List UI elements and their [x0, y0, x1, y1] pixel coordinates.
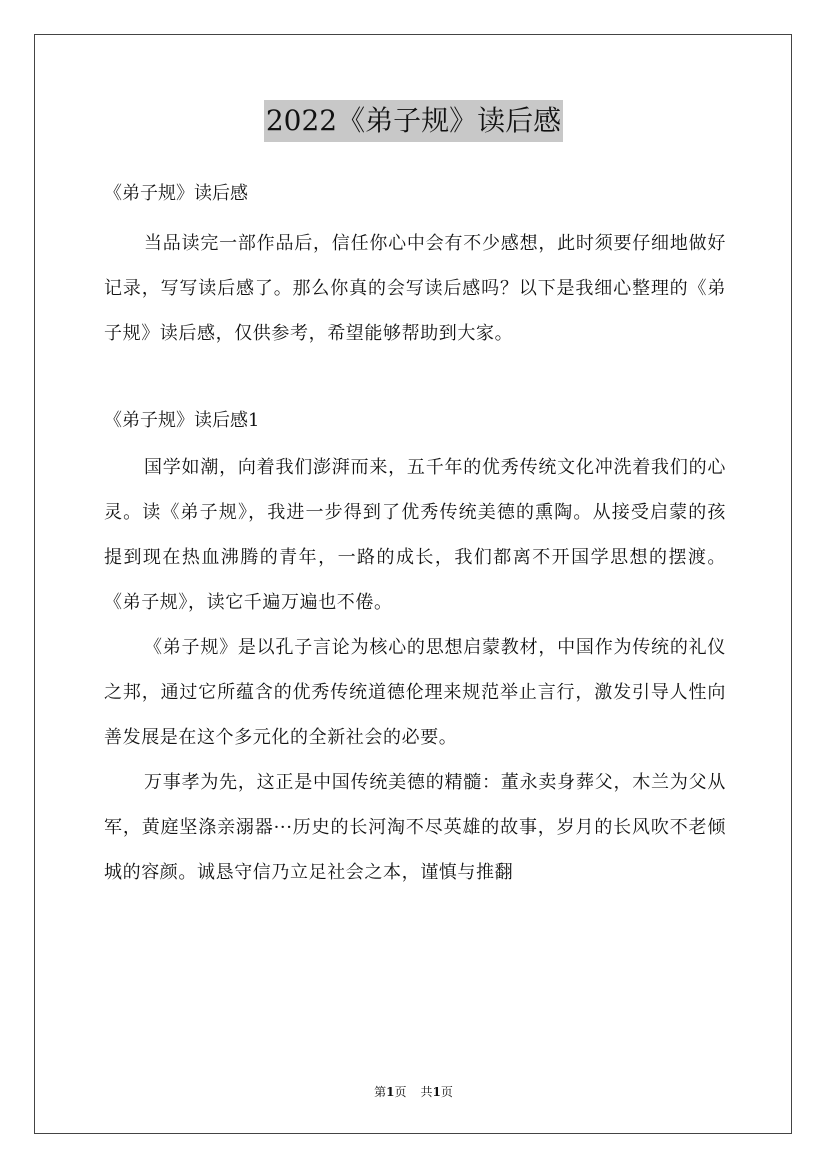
document-title: 2022《弟子规》读后感 [264, 100, 563, 142]
page-suffix: 页 [394, 1085, 407, 1099]
total-suffix: 页 [440, 1085, 453, 1099]
page-prefix: 第 [374, 1085, 387, 1099]
paragraph: 国学如潮，向着我们澎湃而来，五千年的优秀传统文化冲洗着我们的心灵。读《弟子规》，我进一步得到了优秀传统美德的熏陶。从接受启蒙的孩提到现在热血沸腾的青年，一路的成长，我们都离不开国学思想的摆渡。《弟子规》，读它千遍万遍也不倦。 [104, 457, 726, 613]
section-heading: 《弟子规》读后感 [104, 183, 248, 204]
paragraph: 《弟子规》是以孔子言论为核心的思想启蒙教材，中国作为传统的礼仪之邦，通过它所蕴含的优秀传统道德伦理来规范举止言行，激发引导人性向善发展是在这个多元化的全新社会的必要。 [104, 637, 726, 748]
total-prefix: 共 [420, 1085, 433, 1099]
page-footer [0, 1082, 827, 1102]
page-current: 1 [386, 1085, 395, 1099]
paragraph: 当品读完一部作品后，信任你心中会有不少感想，此时须要仔细地做好记录，写写读后感了。那么你真的会写读后感吗？以下是我细心整理的《弟子规》读后感，仅供参考，希望能够帮助到大家。 [104, 233, 726, 344]
document-body [104, 172, 726, 895]
section-heading: 《弟子规》读后感1 [104, 410, 260, 431]
page-total: 1 [432, 1085, 441, 1099]
paragraph: 万事孝为先，这正是中国传统美德的精髓：董永卖身葬父，木兰为父从军，黄庭坚涤亲溺器···历史的长河淘不尽英雄的故事，岁月的长风吹不老倾城的容颜。诚恳守信乃立足社会之本，谨慎与推翻 [104, 772, 726, 883]
title-container [0, 100, 827, 142]
spacer [104, 356, 726, 399]
